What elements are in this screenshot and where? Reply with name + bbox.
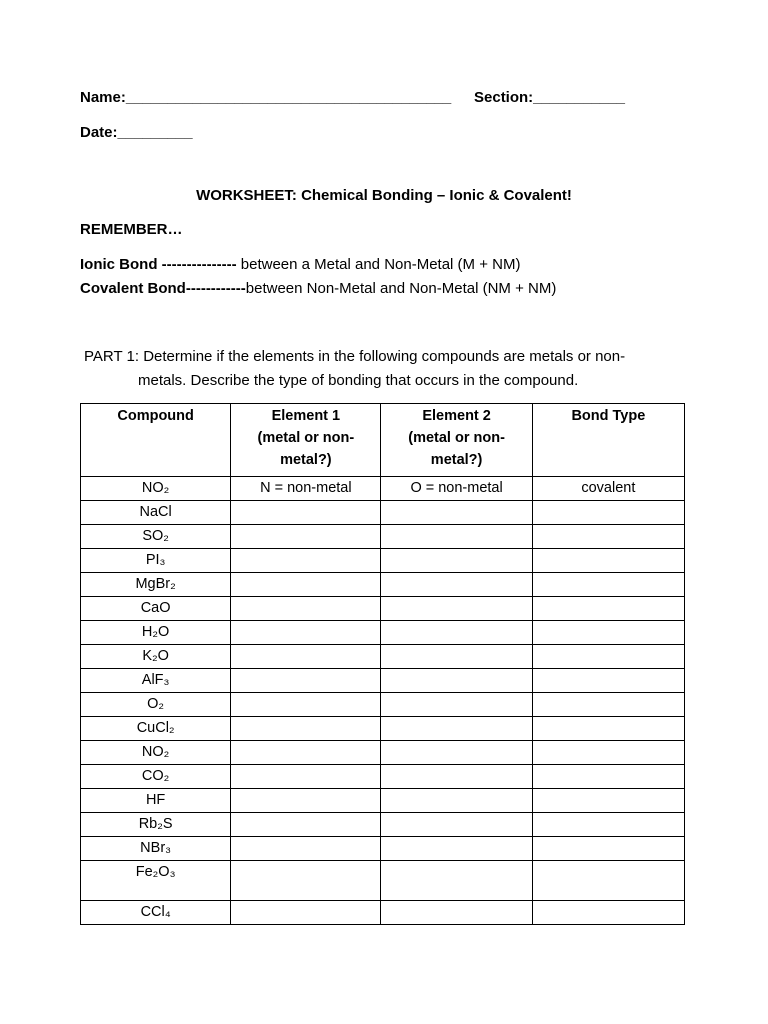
table-row (81, 861, 685, 901)
bonding-table (80, 403, 685, 925)
table-row (81, 693, 685, 717)
name-field-label: Name:_______________________________________ (80, 89, 452, 106)
compound-cell: Rb₂S (81, 813, 231, 837)
ionic-definition (80, 256, 520, 273)
header-element1-sub1: (metal or non- (257, 430, 355, 446)
bond-type-cell[interactable] (532, 573, 684, 597)
bond-type-cell[interactable] (532, 717, 684, 741)
worksheet-title: WORKSHEET: Chemical Bonding – Ionic & Covalent! (196, 187, 572, 204)
element2-cell[interactable] (381, 901, 532, 925)
element2-cell[interactable] (381, 597, 532, 621)
element2-cell[interactable] (381, 765, 532, 789)
covalent-term: Covalent Bond------------ (80, 280, 246, 297)
bond-type-cell[interactable] (532, 789, 684, 813)
table-row (81, 621, 685, 645)
element2-cell[interactable] (381, 717, 532, 741)
bond-type-cell[interactable] (532, 597, 684, 621)
element2-cell[interactable] (381, 837, 532, 861)
element2-cell[interactable] (381, 741, 532, 765)
bond-type-cell[interactable]: covalent (532, 477, 684, 501)
element1-cell[interactable] (231, 901, 381, 925)
compound-cell: PI₃ (81, 549, 231, 573)
compound-cell: NBr₃ (81, 837, 231, 861)
table-row (81, 573, 685, 597)
compound-cell: NaCl (81, 501, 231, 525)
element1-cell[interactable] (231, 501, 381, 525)
table-header-row (81, 404, 685, 477)
bond-type-cell[interactable] (532, 765, 684, 789)
ionic-term: Ionic Bond --------------- (80, 256, 237, 273)
header-element2-title: Element 2 (422, 408, 491, 424)
element1-cell[interactable] (231, 597, 381, 621)
header-element1-sub2: metal?) (280, 452, 332, 468)
compound-cell: CCl₄ (81, 901, 231, 925)
covalent-definition (80, 280, 556, 297)
bond-type-cell[interactable] (532, 525, 684, 549)
element2-cell[interactable] (381, 549, 532, 573)
compound-cell: HF (81, 789, 231, 813)
header-element2 (381, 404, 532, 477)
compound-cell: AlF₃ (81, 669, 231, 693)
table-row (81, 549, 685, 573)
bond-type-cell[interactable] (532, 669, 684, 693)
element2-cell[interactable]: O = non-metal (381, 477, 532, 501)
header-element2-sub2: metal?) (430, 452, 483, 468)
table-row (81, 645, 685, 669)
element1-cell[interactable] (231, 549, 381, 573)
header-bond-label: Bond Type (571, 408, 646, 424)
covalent-def: between Non-Metal and Non-Metal (NM + NM) (245, 280, 557, 297)
header-bond-type (532, 404, 684, 477)
table-row (81, 717, 685, 741)
bond-type-cell[interactable] (532, 837, 684, 861)
element2-cell[interactable] (381, 789, 532, 813)
compound-cell: CuCl₂ (81, 717, 231, 741)
bond-type-cell[interactable] (532, 693, 684, 717)
element2-cell[interactable] (381, 525, 532, 549)
table-row (81, 765, 685, 789)
table-row (81, 901, 685, 925)
header-element2-sub1: (metal or non- (408, 430, 505, 446)
element1-cell[interactable] (231, 837, 381, 861)
table-row (81, 741, 685, 765)
table-row (81, 597, 685, 621)
bond-type-cell[interactable] (532, 741, 684, 765)
table-row (81, 789, 685, 813)
header-compound-label: Compound (117, 408, 194, 424)
compound-cell: CO₂ (81, 765, 231, 789)
compound-cell: NO₂ (81, 477, 231, 501)
compound-cell: MgBr₂ (81, 573, 231, 597)
element1-cell[interactable] (231, 717, 381, 741)
element2-cell[interactable] (381, 501, 532, 525)
element2-cell[interactable] (381, 645, 532, 669)
date-field-label: Date:_________ (80, 124, 193, 141)
element2-cell[interactable] (381, 669, 532, 693)
bond-type-cell[interactable] (532, 813, 684, 837)
element1-cell[interactable] (231, 741, 381, 765)
element1-cell[interactable] (231, 693, 381, 717)
ionic-def: between a Metal and Non-Metal (M + NM) (236, 256, 521, 273)
compound-cell: CaO (81, 597, 231, 621)
element1-cell[interactable] (231, 645, 381, 669)
header-element1 (231, 404, 381, 477)
bond-type-cell[interactable] (532, 501, 684, 525)
header-compound (81, 404, 231, 477)
bond-type-cell[interactable] (532, 901, 684, 925)
compound-cell: Fe₂O₃ (81, 861, 231, 901)
bond-type-cell[interactable] (532, 621, 684, 645)
table-row (81, 669, 685, 693)
element1-cell[interactable] (231, 525, 381, 549)
part1-instructions-cont: metals. Describe the type of bonding that occurs in the compound. (138, 372, 579, 389)
element1-cell[interactable] (231, 765, 381, 789)
element1-cell[interactable] (231, 669, 381, 693)
element1-cell[interactable] (231, 573, 381, 597)
element1-cell[interactable] (231, 621, 381, 645)
table-row (81, 813, 685, 837)
element2-cell[interactable] (381, 861, 532, 901)
compound-cell: NO₂ (81, 741, 231, 765)
table-row (81, 477, 685, 501)
table-row (81, 525, 685, 549)
table-row (81, 501, 685, 525)
compound-cell: K₂O (81, 645, 231, 669)
element1-cell[interactable]: N = non-metal (231, 477, 381, 501)
bond-type-cell[interactable] (532, 645, 684, 669)
compound-cell: SO₂ (81, 525, 231, 549)
element2-cell[interactable] (381, 573, 532, 597)
element2-cell[interactable] (381, 621, 532, 645)
element1-cell[interactable] (231, 861, 381, 901)
element1-cell[interactable] (231, 789, 381, 813)
bond-type-cell[interactable] (532, 861, 684, 901)
header-element1-title: Element 1 (271, 408, 341, 424)
compound-cell: H₂O (81, 621, 231, 645)
element2-cell[interactable] (381, 813, 532, 837)
table-row (81, 837, 685, 861)
bond-type-cell[interactable] (532, 549, 684, 573)
compound-cell: O₂ (81, 693, 231, 717)
remember-heading: REMEMBER… (80, 221, 183, 238)
part1-instructions: PART 1: Determine if the elements in the following compounds are metals or non- (84, 348, 626, 365)
element1-cell[interactable] (231, 813, 381, 837)
section-field-label: Section:___________ (474, 89, 625, 106)
element2-cell[interactable] (381, 693, 532, 717)
